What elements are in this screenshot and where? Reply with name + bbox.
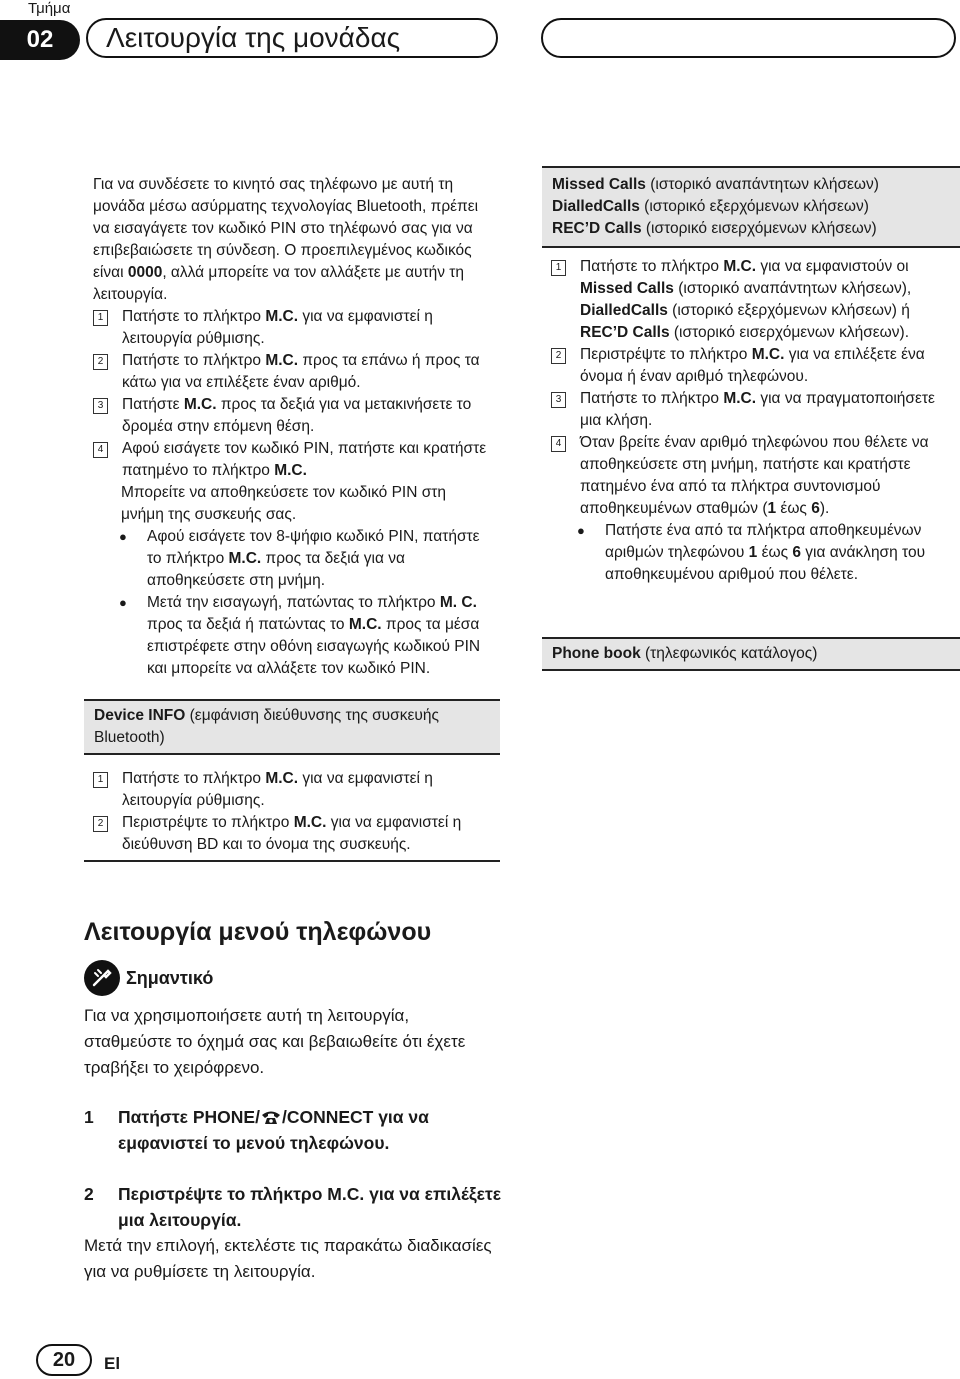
bold-term: 0000 bbox=[127, 264, 163, 281]
bold-term: M.C. bbox=[348, 616, 382, 633]
device-step bbox=[93, 768, 493, 812]
bold-term: DialledCalls bbox=[580, 302, 668, 319]
bold-term: M. bbox=[439, 594, 458, 611]
step-number-box: 2 bbox=[93, 816, 108, 832]
step-text: Πατήστε το πλήκτρο M.C. για να πραγματοποιήσετε μια κλήση. bbox=[580, 390, 935, 429]
bold-term: M.C. bbox=[265, 308, 299, 325]
device-info-steps bbox=[93, 768, 493, 856]
step-number-box: 3 bbox=[551, 392, 566, 408]
step-number-box: 1 bbox=[551, 260, 566, 276]
device-info-bar bbox=[84, 699, 500, 755]
phone-step-1-post: /CONNECT για να εμφανιστεί το μενού τηλεφώνου. bbox=[118, 1107, 429, 1153]
important-icon bbox=[84, 960, 120, 996]
call-step bbox=[551, 344, 956, 388]
section-label: Τμήμα bbox=[28, 0, 71, 17]
bold-term: 1 bbox=[748, 544, 758, 561]
important-text: Για να χρησιμοποιήσετε αυτή τη λειτουργία, σταθμεύστε το όχημά σας και βεβαιωθείτε ότι έχετε τραβήξει το χειρόφρενο. bbox=[84, 1006, 466, 1077]
step-text: Αφού εισάγετε τον κωδικό PIN, πατήστε και κρατήστε πατημένο το πλήκτρο M.C. bbox=[122, 440, 487, 479]
phone-menu-heading: Λειτουργία μενού τηλεφώνου bbox=[84, 918, 432, 946]
phone-step-2-title: Περιστρέψτε το πλήκτρο M.C. για να επιλέξετε μια λειτουργία. bbox=[118, 1184, 502, 1230]
phone-step-1 bbox=[84, 1104, 504, 1156]
call-step bbox=[551, 388, 956, 432]
right-bullet bbox=[551, 520, 956, 586]
page-title bbox=[86, 18, 498, 58]
bold-term: 6 bbox=[792, 544, 801, 561]
step-number-box: 1 bbox=[93, 772, 108, 788]
bold-term: M.C. bbox=[751, 346, 785, 363]
step-number-box: 4 bbox=[551, 436, 566, 452]
important-note bbox=[84, 960, 213, 996]
bold-term: M.C. bbox=[293, 814, 327, 831]
step-number-box: 2 bbox=[93, 354, 108, 370]
pin-intro-paragraph: Για να συνδέσετε το κινητό σας τηλέφωνο με αυτή τη μονάδα μέσω ασύρματης τεχνολογίας Bluetooth, πρέπει να εισαγάγετε τον κωδικό PIN στο τηλέφωνό σας για να επιβεβαιώσετε τη σύνδεση. Ο προεπιλεγμένος κωδικός είναι 0000, αλλά μπορείτε να τον αλλάξετε με αυτήν τη λειτουργία. bbox=[93, 176, 479, 303]
header-empty-pill bbox=[541, 18, 956, 58]
phonebook-key: Phone book bbox=[552, 645, 641, 662]
bold-term: M.C. bbox=[274, 462, 307, 479]
bold-term: M.C. bbox=[265, 352, 299, 369]
phonebook-bar bbox=[542, 637, 960, 671]
pin-step bbox=[93, 394, 493, 438]
device-step bbox=[93, 812, 493, 856]
step-number-box: 1 bbox=[93, 310, 108, 326]
step-text: Περιστρέψτε το πλήκτρο M.C. για να εμφανιστεί η διεύθυνση BD και το όνομα της συσκευής. bbox=[122, 814, 462, 853]
step-number-box: 4 bbox=[93, 442, 108, 458]
bold-term: 6 bbox=[811, 500, 820, 517]
step-text: Όταν βρείτε έναν αριθμό τηλεφώνου που θέλετε να αποθηκεύσετε στη μνήμη, πατήστε και κρατήστε πατημένο ένα από τα πλήκτρα συντονισμού αποθηκευμένων σταθμών (1 έως 6). bbox=[580, 434, 929, 517]
right-column bbox=[551, 256, 956, 586]
pin-step bbox=[93, 438, 493, 482]
call-history-desc: (ιστορικό αναπάντητων κλήσεων) bbox=[645, 176, 879, 193]
bold-term: M.C. bbox=[723, 390, 757, 407]
bold-term: 1 bbox=[767, 500, 777, 517]
bold-term: REC’D Calls bbox=[580, 324, 670, 341]
call-history-line bbox=[552, 196, 950, 218]
bullet-dot: ● bbox=[119, 529, 127, 544]
call-history-line bbox=[552, 218, 950, 240]
pin-bullet bbox=[93, 592, 493, 680]
left-column bbox=[93, 174, 493, 680]
language-code: El bbox=[104, 1354, 121, 1373]
phone-step-1-num: 1 bbox=[84, 1107, 94, 1127]
call-history-bar bbox=[542, 166, 960, 248]
pin-step bbox=[93, 350, 493, 394]
call-history-key: DialledCalls bbox=[552, 198, 640, 215]
step-text: Πατήστε το πλήκτρο M.C. για να εμφανιστούν οι Missed Calls (ιστορικό αναπάντητων κλήσεων), DialledCalls (ιστορικό εξερχόμενων κλήσεων) ή REC’D Calls (ιστορικό εισερχόμενων κλήσεων). bbox=[580, 258, 912, 341]
bold-term: M.C. bbox=[265, 770, 299, 787]
phone-step-2 bbox=[84, 1181, 504, 1233]
phone-step-1-text bbox=[118, 1104, 504, 1156]
step-text: Πατήστε το πλήκτρο M.C. για να εμφανιστεί η λειτουργία ρύθμισης. bbox=[122, 308, 433, 347]
step-number-box: 2 bbox=[551, 348, 566, 364]
phone-step-1-pre: Πατήστε PHONE/ bbox=[118, 1107, 260, 1127]
bullet-dot: ● bbox=[119, 595, 127, 610]
bold-term: M.C. bbox=[183, 396, 217, 413]
bullet-dot: ● bbox=[577, 523, 585, 538]
step-text: Πατήστε το πλήκτρο M.C. προς τα επάνω ή προς τα κάτω για να επιλέξετε έναν αριθμό. bbox=[122, 352, 480, 391]
step-number-box: 3 bbox=[93, 398, 108, 414]
bold-term: C. bbox=[461, 594, 477, 611]
page-number: 20 bbox=[36, 1344, 92, 1376]
step-text: Περιστρέψτε το πλήκτρο M.C. για να επιλέξετε ένα όνομα ή έναν αριθμό τηλεφώνου. bbox=[580, 346, 925, 385]
step4-extra: Μπορείτε να αποθηκεύσετε τον κωδικό PIN στη μνήμη της συσκευής σας. bbox=[121, 484, 447, 523]
step-text: Πατήστε M.C. προς τα δεξιά για να μετακινήσετε το δρομέα στην επόμενη θέση. bbox=[122, 396, 472, 435]
section-number: 02 bbox=[0, 20, 80, 60]
bold-term: M.C. bbox=[723, 258, 757, 275]
call-history-key: Missed Calls bbox=[552, 176, 646, 193]
call-history-desc: (ιστορικό εξερχόμενων κλήσεων) bbox=[639, 198, 869, 215]
phone-icon bbox=[260, 1109, 282, 1125]
phone-step-2-num: 2 bbox=[84, 1184, 94, 1204]
bullet-text: Μετά την εισαγωγή, πατώντας το πλήκτρο M. C. προς τα δεξιά ή πατώντας το M.C. προς τα μέσα επιστρέφετε στην οθόνη εισαγωγής κωδικού PIN και μπορείτε να αλλάξετε τον κωδικό PIN. bbox=[147, 594, 481, 677]
device-info-desc: (εμφάνιση διεύθυνσης της συσκευής Bluetooth) bbox=[94, 707, 439, 746]
left-rule bbox=[84, 860, 500, 862]
call-step bbox=[551, 256, 956, 344]
bold-term: Missed Calls bbox=[580, 280, 674, 297]
page-title-text: Λειτουργία της μονάδας bbox=[106, 22, 401, 53]
important-label: Σημαντικό bbox=[126, 967, 214, 988]
pin-step bbox=[93, 306, 493, 350]
call-history-key: REC’D Calls bbox=[552, 220, 642, 237]
phonebook-desc: (τηλεφωνικός κατάλογος) bbox=[640, 645, 818, 662]
call-history-desc: (ιστορικό εισερχόμενων κλήσεων) bbox=[641, 220, 877, 237]
call-step bbox=[551, 432, 956, 520]
right-bullet-text: Πατήστε ένα από τα πλήκτρα αποθηκευμένων αριθμών τηλεφώνου 1 έως 6 για ανάκληση του αποθηκευμένου αριθμού που θέλετε. bbox=[605, 522, 926, 583]
bold-term: M.C. bbox=[228, 550, 262, 567]
phone-step-2-body: Μετά την επιλογή, εκτελέστε τις παρακάτω διαδικασίες για να ρυθμίσετε τη λειτουργία. bbox=[84, 1236, 492, 1281]
bullet-text: Αφού εισάγετε τον 8-ψήφιο κωδικό PIN, πατήστε το πλήκτρο M.C. προς τα δεξιά για να αποθηκεύσετε στη μνήμη. bbox=[147, 528, 480, 589]
step-text: Πατήστε το πλήκτρο M.C. για να εμφανιστεί η λειτουργία ρύθμισης. bbox=[122, 770, 433, 809]
device-info-key: Device INFO bbox=[94, 707, 186, 724]
pin-bullet bbox=[93, 526, 493, 592]
call-history-line bbox=[552, 174, 950, 196]
